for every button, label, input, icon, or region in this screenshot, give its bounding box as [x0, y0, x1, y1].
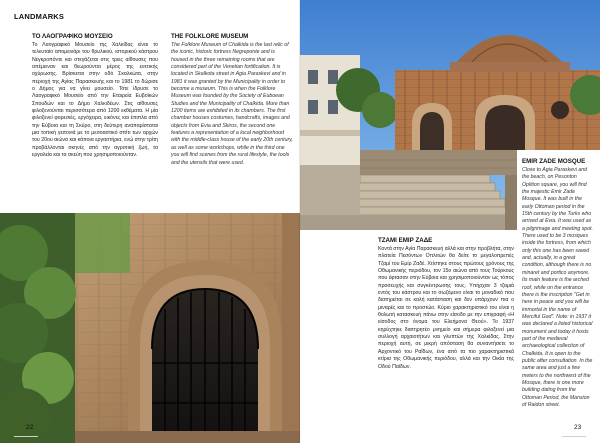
museum-title-english: THE FOLKLORE MUSEUM	[171, 33, 249, 40]
page-number-left: 22	[26, 424, 34, 431]
mosque-english-column	[517, 150, 600, 443]
page-number-rule-left	[14, 436, 38, 437]
mosque-text-english: Close to Agia Paraskevi and the beach, on Pesonton Oplition square, you will find the majestic Emir Zade Mosque. It was built in the early Ottoman period in the 15th century by the Turks who arrived at Evia. It was used as a pilgrimage and meeting spot. There used to be 3 mosques inside the fortress, from which only this one has been saved and, actually, in a great condition, although there is no minaret and portico anymore. Its main feature is the arched roof, while on the entrance there is the inscription "Get in here in peace and you will be immortal in the name of Merciful God". Note: in 1937 it was declared a listed historical monument and today it hosts part of the medieval archaeological collection of Chalkida. It is open to the public after consultation. In the same area and just a few meters to the northwest of the Mosque, there is one more building dating from the Ottoman Period, the Mansion of Raidon street.	[522, 167, 593, 408]
page-number-rule-right	[562, 436, 586, 437]
mosque-text-greek: Κοντά στην Αγία Παρασκευή αλλά και στην προβλήτα, στην πλατεία Πεσόντων Οπλιτών θα δείτε το μεγαλοπρεπές Τζαμί του Εμίρ Ζαδέ. Χτίστηκε στους πρώτους χρόνους της Οθωμανικής περιόδου, τον 15ο αιώνα από τους Τούρκους που έφτασαν στην Εύβοια και χρησιμοποιούνταν ως τόπος προσευχής και συγκέντρωσης τους. Υπήρχαν 3 τζαμιά εντός του κάστρου και το σωζόμενο είναι το μοναδικό που διατηρείται σε καλή κατάσταση και δεν υπάρχουν πια ο μιναρές και το προστώο. Κύριο χαρακτηριστικό του είναι η θολωτή κατασκευή πάνω στην είσοδο με την επιγραφή «Η είσοδος στο όνομα του Ελεήμονα Θεού». Το 1937 κηρύχτηκε διατηρητέο μνημείο και σήμερα φιλοξενεί μια συλλογή αρχαιοτήτων και γλυπτών της Χαλκίδας. Στην περιοχή αυτή, σε μικρή απόσταση θα συναντήσετε το Αρχοντικό του Ραΐδων, ένα από τα πιο χαρακτηριστικά κτίρια της Οθωμανικής περιόδου, αλλά και την Οικία της Οδού Παϊδων.	[378, 246, 515, 370]
museum-title-greek: ΤΟ ΛΑΟΓΡΑΦΙΚΟ ΜΟΥΣΕΙΟ	[32, 33, 113, 40]
mosque-title-english: EMIR ZADE MOSQUE	[522, 158, 586, 165]
museum-text-greek: Το Λαογραφικό Μουσείο της Χαλκίδας είναι το τελευταίο απομεινάρι του θρυλικού, ιστορικού κάστρου Νεγκροπόντε και στεγάζεται στις τρεις αίθουσες που απέμειναν και θεωρούνται μέρος της ενετικής οχύρωσης. Βρίσκεται στην οδό Σκαλκώτα, στην περιοχή της Αγίας Παρασκευής και το 1981 το δώρισε ο Δήμος για να γίνει μουσείο. Τότε ίδρυσε το Λαογραφικό Μουσείο από την Εταιρεία Ευβοϊκών Σπουδών και το Δήμο Χαλκιδέων. Στις αίθουσες φιλοξενούνται περισσότερα από 1200 εκθέματα. Η μία φιλοξενεί φορεσιές, εργόχειρα, εικόνες και έπιπλα από την Εύβοια και τη Σκύρο, στη δεύτερη αναπαρίσταται μια τοπική γειτονιά με το μεσοαστικό σπίτι των αρχών του 20ου αιώνα και κάποια εργαστήρια, ενώ στην τρίτη προβάλλονται σκηνές από την αγροτική ζωή, τα εργαλεία και τα σκεύη που χρησιμοποιούνταν.	[32, 42, 158, 159]
page-gutter	[299, 0, 301, 443]
section-label: LANDMARKS	[14, 12, 65, 21]
page-number-right: 23	[574, 424, 582, 431]
museum-text-english: The Folklore Museum of Chalkida is the last relic of the iconic, historic fortress Negreponte and is housed in the three remaining rooms that are considered part of the Venetian fortification. It is located in Skalkota street in Agia Paraskevi and in 1981 it was granted by the Municipality in order to become a museum. This is when the Folklore Museum was founded by the Society of Euboean Studies and the Municipality of Chalkida. More than 1200 items are exhibited in its chambers. The first chamber houses costumes, handcrafts, images and objects from Evia and Skiros, the second one features a representation of a local neighborhood with the middle-class house of the early 20th century, as well as some workshops, while in the third one you will find scenes from the rural lifestyle, the tools and the utensils that were used.	[171, 42, 293, 166]
folklore-museum-photo	[0, 213, 300, 443]
mosque-title-greek: ΤΖΑΜΙ ΕΜΙΡ ΖΑΔΕ	[378, 237, 433, 244]
